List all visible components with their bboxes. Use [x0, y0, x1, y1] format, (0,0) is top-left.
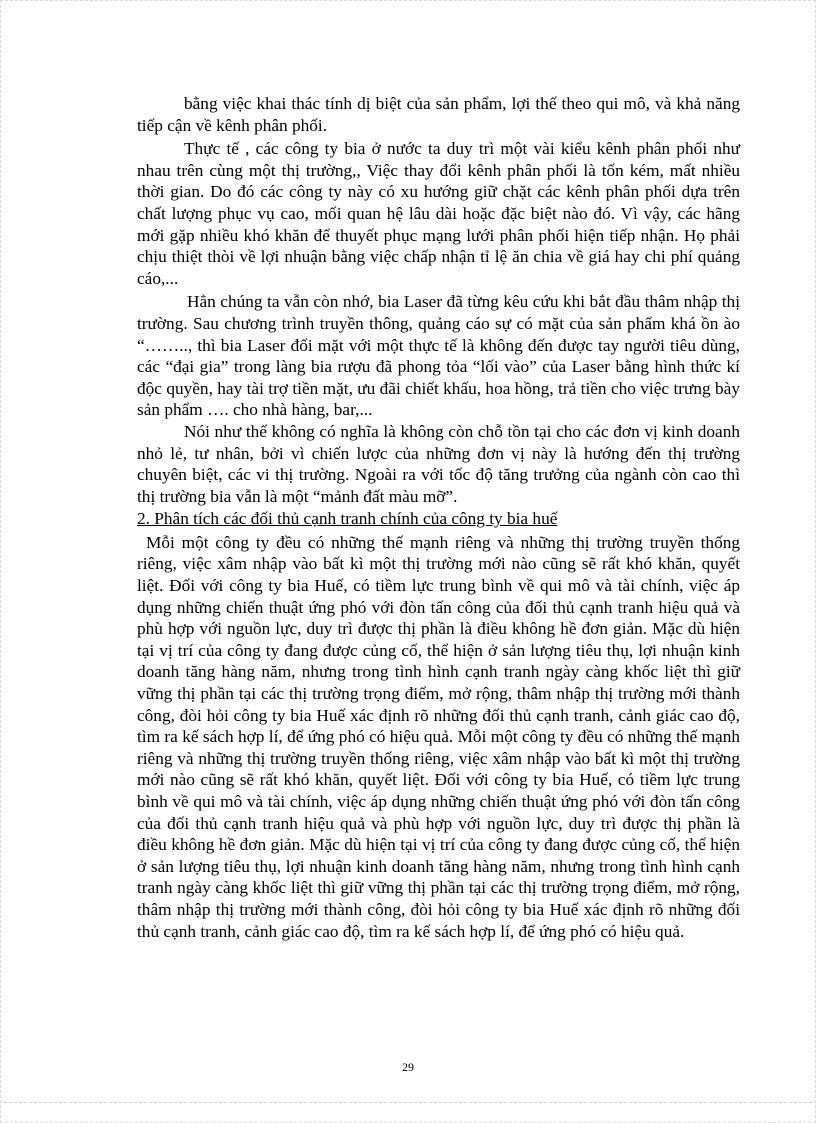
footer-divider — [4, 1102, 812, 1103]
page-number: 29 — [402, 1060, 414, 1074]
document-body — [137, 93, 740, 942]
paragraph-small-businesses: Nói như thế không có nghĩa là không còn chỗ tồn tại cho các đơn vị kinh doanh nhỏ lẻ, tư nhân, bởi vì chiến lược của những đơn vị này là hướng đến thị trường chuyên biệt, các vi thị trường. Ngoài ra với tốc độ tăng trưởng của ngành còn cao thì thị trường bia vẫn là một “mảnh đất màu mỡ”. — [137, 421, 740, 506]
paragraph-competitor-analysis: Mỗi một công ty đều có những thế mạnh riêng và những thị trường truyền thống riêng, việc xâm nhập vào bất kì một thị trường mới nào cũng sẽ rất khó khăn, quyết liệt. Đối với công ty bia Huế, có tiềm lực trung bình về qui mô và tài chính, việc áp dụng những chiến thuật ứng phó với đòn tấn công của đối thủ cạnh tranh hiệu quả và phù hợp với nguồn lực, duy trì được thị phần là điều không hề đơn giản. Mặc dù hiện tại vị trí của công ty đang được củng cố, thể hiện ở sản lượng tiêu thụ, lợi nhuận kinh doanh tăng hàng năm, nhưng trong tình hình cạnh tranh ngày càng khốc liệt thì giữ vững thị phần tại các thị trường trọng điểm, mở rộng, thâm nhập thị trường mới thành công, đòi hỏi công ty bia Huế xác định rõ những đối thủ cạnh tranh, cảnh giác cao độ, tìm ra kế sách hợp lí, để ứng phó có hiệu quả. Mỗi một công ty đều có những thế mạnh riêng và những thị trường truyền thống riêng, việc xâm nhập vào bất kì một thị trường mới nào cũng sẽ rất khó khăn, quyết liệt. Đối với công ty bia Huế, có tiềm lực trung bình về qui mô và tài chính, việc áp dụng những chiến thuật ứng phó với đòn tấn công của đối thủ cạnh tranh hiệu quả và phù hợp với nguồn lực, duy trì được thị phần là điều không hề đơn giản. Mặc dù hiện tại vị trí của công ty đang được củng cố, thể hiện ở sản lượng tiêu thụ, lợi nhuận kinh doanh tăng hàng năm, nhưng trong tình hình cạnh tranh ngày càng khốc liệt thì giữ vững thị phần tại các thị trường trọng điểm, mở rộng, thâm nhập thị trường mới thành công, đòi hỏi công ty bia Huế xác định rõ những đối thủ cạnh tranh, cảnh giác cao độ, tìm ra kế sách hợp lí, để ứng phó có hiệu quả. — [137, 532, 740, 941]
section-heading: 2. Phân tích các đối thủ cạnh tranh chính của công ty bia huế — [137, 509, 558, 529]
paragraph-continuation: bằng việc khai thác tính dị biệt của sản phẩm, lợi thế theo qui mô, và khả năng tiếp cận về kênh phân phối. — [137, 94, 740, 135]
paragraph-distribution-channels: Thực tế , các công ty bia ở nước ta duy trì một vài kiểu kênh phân phối như nhau trên cùng một thị trường,, Việc thay đổi kênh phân phối là tốn kém, mất nhiều thời gian. Do đó các công ty này có xu hướng giữ chặt các kênh phân phối dựa trên chất lượng phục vụ cao, mối quan hệ lâu dài hoặc đặc biệt nào đó. Vì vậy, các hãng mới gặp nhiều khó khăn để thuyết phục mạng lưới phân phối hiện tiếp nhận. Họ phải chịu thiệt thòi về lợi nhuận bằng việc chấp nhận tỉ lệ ăn chia về giá hay chi phí quảng cáo,... — [137, 139, 740, 288]
paragraph-laser-beer: Hẳn chúng ta vẫn còn nhớ, bia Laser đã từng kêu cứu khi bắt đầu thâm nhập thị trường. Sau chương trình truyền thông, quảng cáo sự có mặt của sản phẩm khá ồn ào “…….., thì bia Laser đối mặt với một thực tế là không đến được tay người tiêu dùng, các “đại gia” trong làng bia rượu đã phong tỏa “lối vào” của Laser bằng hình thức kí độc quyền, hay tài trợ tiền mặt, ưu đãi chiết khấu, hoa hồng, trả tiền cho việc trưng bày sản phẩm …. cho nhà hàng, bar,... — [137, 292, 740, 420]
